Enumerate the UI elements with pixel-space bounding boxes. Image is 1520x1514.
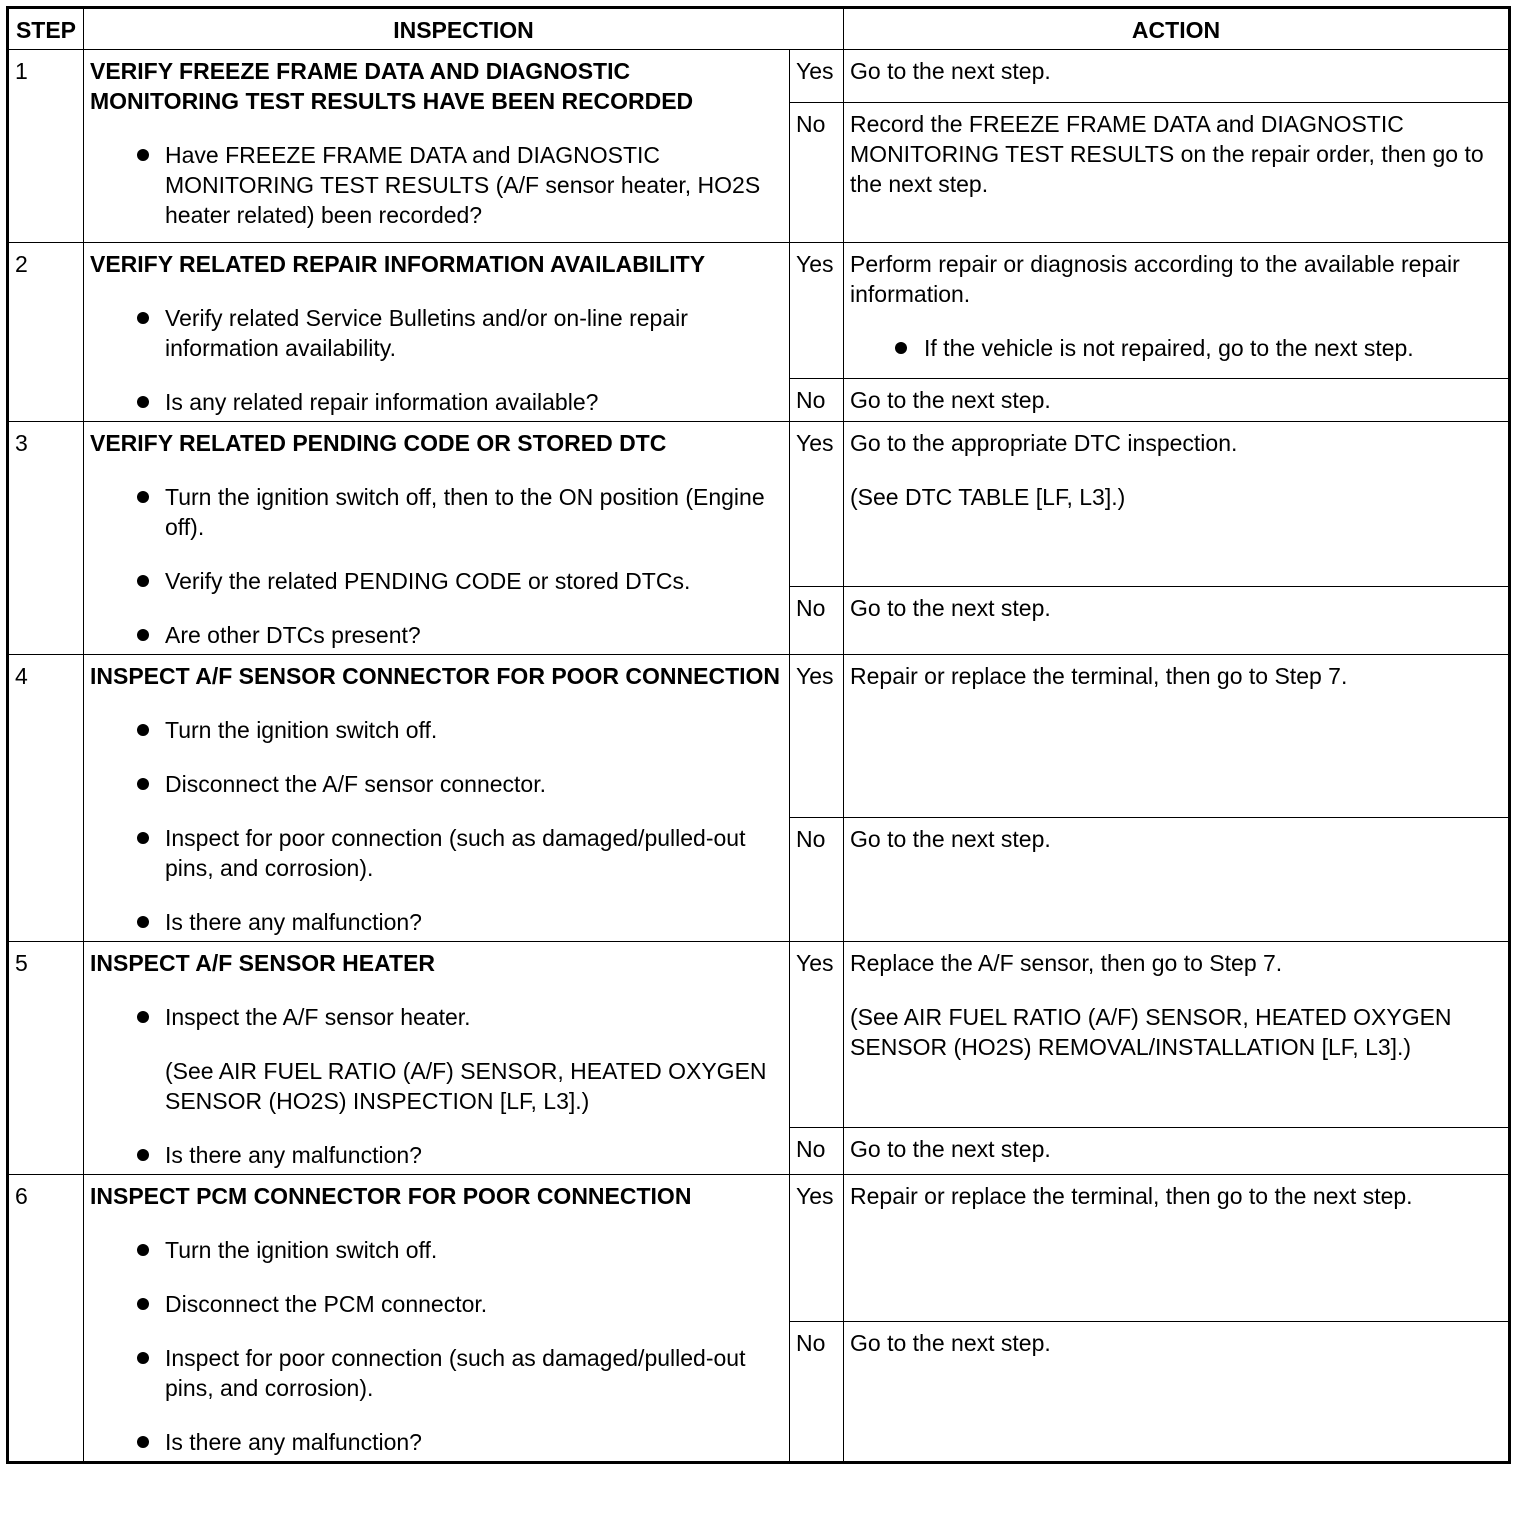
step-number: 3	[8, 422, 84, 655]
inspection-cell	[84, 50, 790, 243]
bullet-item: Inspect for poor connection (such as damaged/pulled-out pins, and corrosion).	[90, 823, 783, 883]
inspection-reference: (See AIR FUEL RATIO (A/F) SENSOR, HEATED OXYGEN SENSOR (HO2S) INSPECTION [LF, L3].)	[165, 1058, 767, 1114]
step-title: VERIFY RELATED PENDING CODE OR STORED DTC	[90, 430, 667, 456]
inspection-cell	[84, 655, 790, 942]
yes-action: Repair or replace the terminal, then go to Step 7.	[844, 655, 1510, 818]
yes-label: Yes	[790, 1175, 844, 1322]
bullet-item: Inspect the A/F sensor heater.	[90, 1002, 783, 1032]
no-label: No	[790, 379, 844, 422]
bullet-item: Turn the ignition switch off.	[90, 715, 783, 745]
no-label: No	[790, 1322, 844, 1463]
bullet-item: Verify the related PENDING CODE or stored DTCs.	[90, 566, 783, 596]
inspection-cell	[84, 1175, 790, 1463]
yes-action: Replace the A/F sensor, then go to Step 7.	[850, 950, 1283, 976]
no-label: No	[790, 103, 844, 243]
bullet-item: Is there any malfunction?	[90, 1140, 783, 1170]
table-row	[8, 243, 1510, 379]
step-title: INSPECT PCM CONNECTOR FOR POOR CONNECTION	[90, 1183, 692, 1209]
step-number: 1	[8, 50, 84, 243]
yes-action: Go to the next step.	[844, 50, 1510, 103]
step-title: VERIFY RELATED REPAIR INFORMATION AVAILABILITY	[90, 251, 706, 277]
header-inspection: INSPECTION	[84, 8, 844, 50]
yes-action: Perform repair or diagnosis according to the available repair information.	[850, 251, 1460, 307]
yes-action: Repair or replace the terminal, then go to the next step.	[844, 1175, 1510, 1322]
yes-action-cell	[844, 243, 1510, 379]
header-row	[8, 8, 1510, 50]
no-action: Go to the next step.	[844, 379, 1510, 422]
no-label: No	[790, 818, 844, 942]
bullet-item: Turn the ignition switch off, then to the ON position (Engine off).	[90, 482, 783, 542]
yes-action: Go to the appropriate DTC inspection.	[850, 430, 1238, 456]
step-number: 4	[8, 655, 84, 942]
bullet-item: Is there any malfunction?	[90, 907, 783, 937]
no-action: Go to the next step.	[844, 818, 1510, 942]
bullet-item: Disconnect the A/F sensor connector.	[90, 769, 783, 799]
bullet-item: Verify related Service Bulletins and/or on-line repair information availability.	[90, 303, 783, 363]
table-row	[8, 1175, 1510, 1322]
action-reference: (See DTC TABLE [LF, L3].)	[850, 484, 1126, 510]
table-row	[8, 422, 1510, 587]
inspection-cell	[84, 422, 790, 655]
yes-action-cell	[844, 422, 1510, 587]
yes-label: Yes	[790, 942, 844, 1128]
bullet-item: Are other DTCs present?	[90, 620, 783, 650]
no-action: Go to the next step.	[844, 1128, 1510, 1175]
no-label: No	[790, 1128, 844, 1175]
bullet-item: Is there any malfunction?	[90, 1427, 783, 1457]
yes-label: Yes	[790, 655, 844, 818]
bullet-item: Turn the ignition switch off.	[90, 1235, 783, 1265]
table-row	[8, 50, 1510, 103]
no-label: No	[790, 587, 844, 655]
action-bullet: If the vehicle is not repaired, go to the next step.	[850, 333, 1502, 363]
header-action: ACTION	[844, 8, 1510, 50]
yes-label: Yes	[790, 50, 844, 103]
bullet-item: Inspect for poor connection (such as damaged/pulled-out pins, and corrosion).	[90, 1343, 783, 1403]
step-number: 2	[8, 243, 84, 422]
header-step: STEP	[8, 8, 84, 50]
inspection-cell	[84, 942, 790, 1175]
bullet-item: Is any related repair information available?	[90, 387, 783, 417]
inspection-cell	[84, 243, 790, 422]
bullet-item: Have FREEZE FRAME DATA and DIAGNOSTIC MONITORING TEST RESULTS (A/F sensor heater, HO2S heater related) been recorded?	[90, 140, 783, 230]
table-row	[8, 655, 1510, 818]
step-number: 5	[8, 942, 84, 1175]
no-action: Go to the next step.	[844, 1322, 1510, 1463]
yes-label: Yes	[790, 422, 844, 587]
action-reference: (See AIR FUEL RATIO (A/F) SENSOR, HEATED OXYGEN SENSOR (HO2S) REMOVAL/INSTALLATION [LF, L3].)	[850, 1004, 1452, 1060]
yes-label: Yes	[790, 243, 844, 379]
no-action: Go to the next step.	[844, 587, 1510, 655]
step-title: INSPECT A/F SENSOR HEATER	[90, 950, 436, 976]
diagnostic-table	[6, 6, 1511, 1464]
step-number: 6	[8, 1175, 84, 1463]
no-action: Record the FREEZE FRAME DATA and DIAGNOSTIC MONITORING TEST RESULTS on the repair order, then go to the next step.	[844, 103, 1510, 243]
step-title: INSPECT A/F SENSOR CONNECTOR FOR POOR CONNECTION	[90, 663, 781, 689]
step-title: VERIFY FREEZE FRAME DATA AND DIAGNOSTIC MONITORING TEST RESULTS HAVE BEEN RECORDED	[90, 58, 694, 114]
table-row	[8, 942, 1510, 1128]
bullet-item: Disconnect the PCM connector.	[90, 1289, 783, 1319]
yes-action-cell	[844, 942, 1510, 1128]
